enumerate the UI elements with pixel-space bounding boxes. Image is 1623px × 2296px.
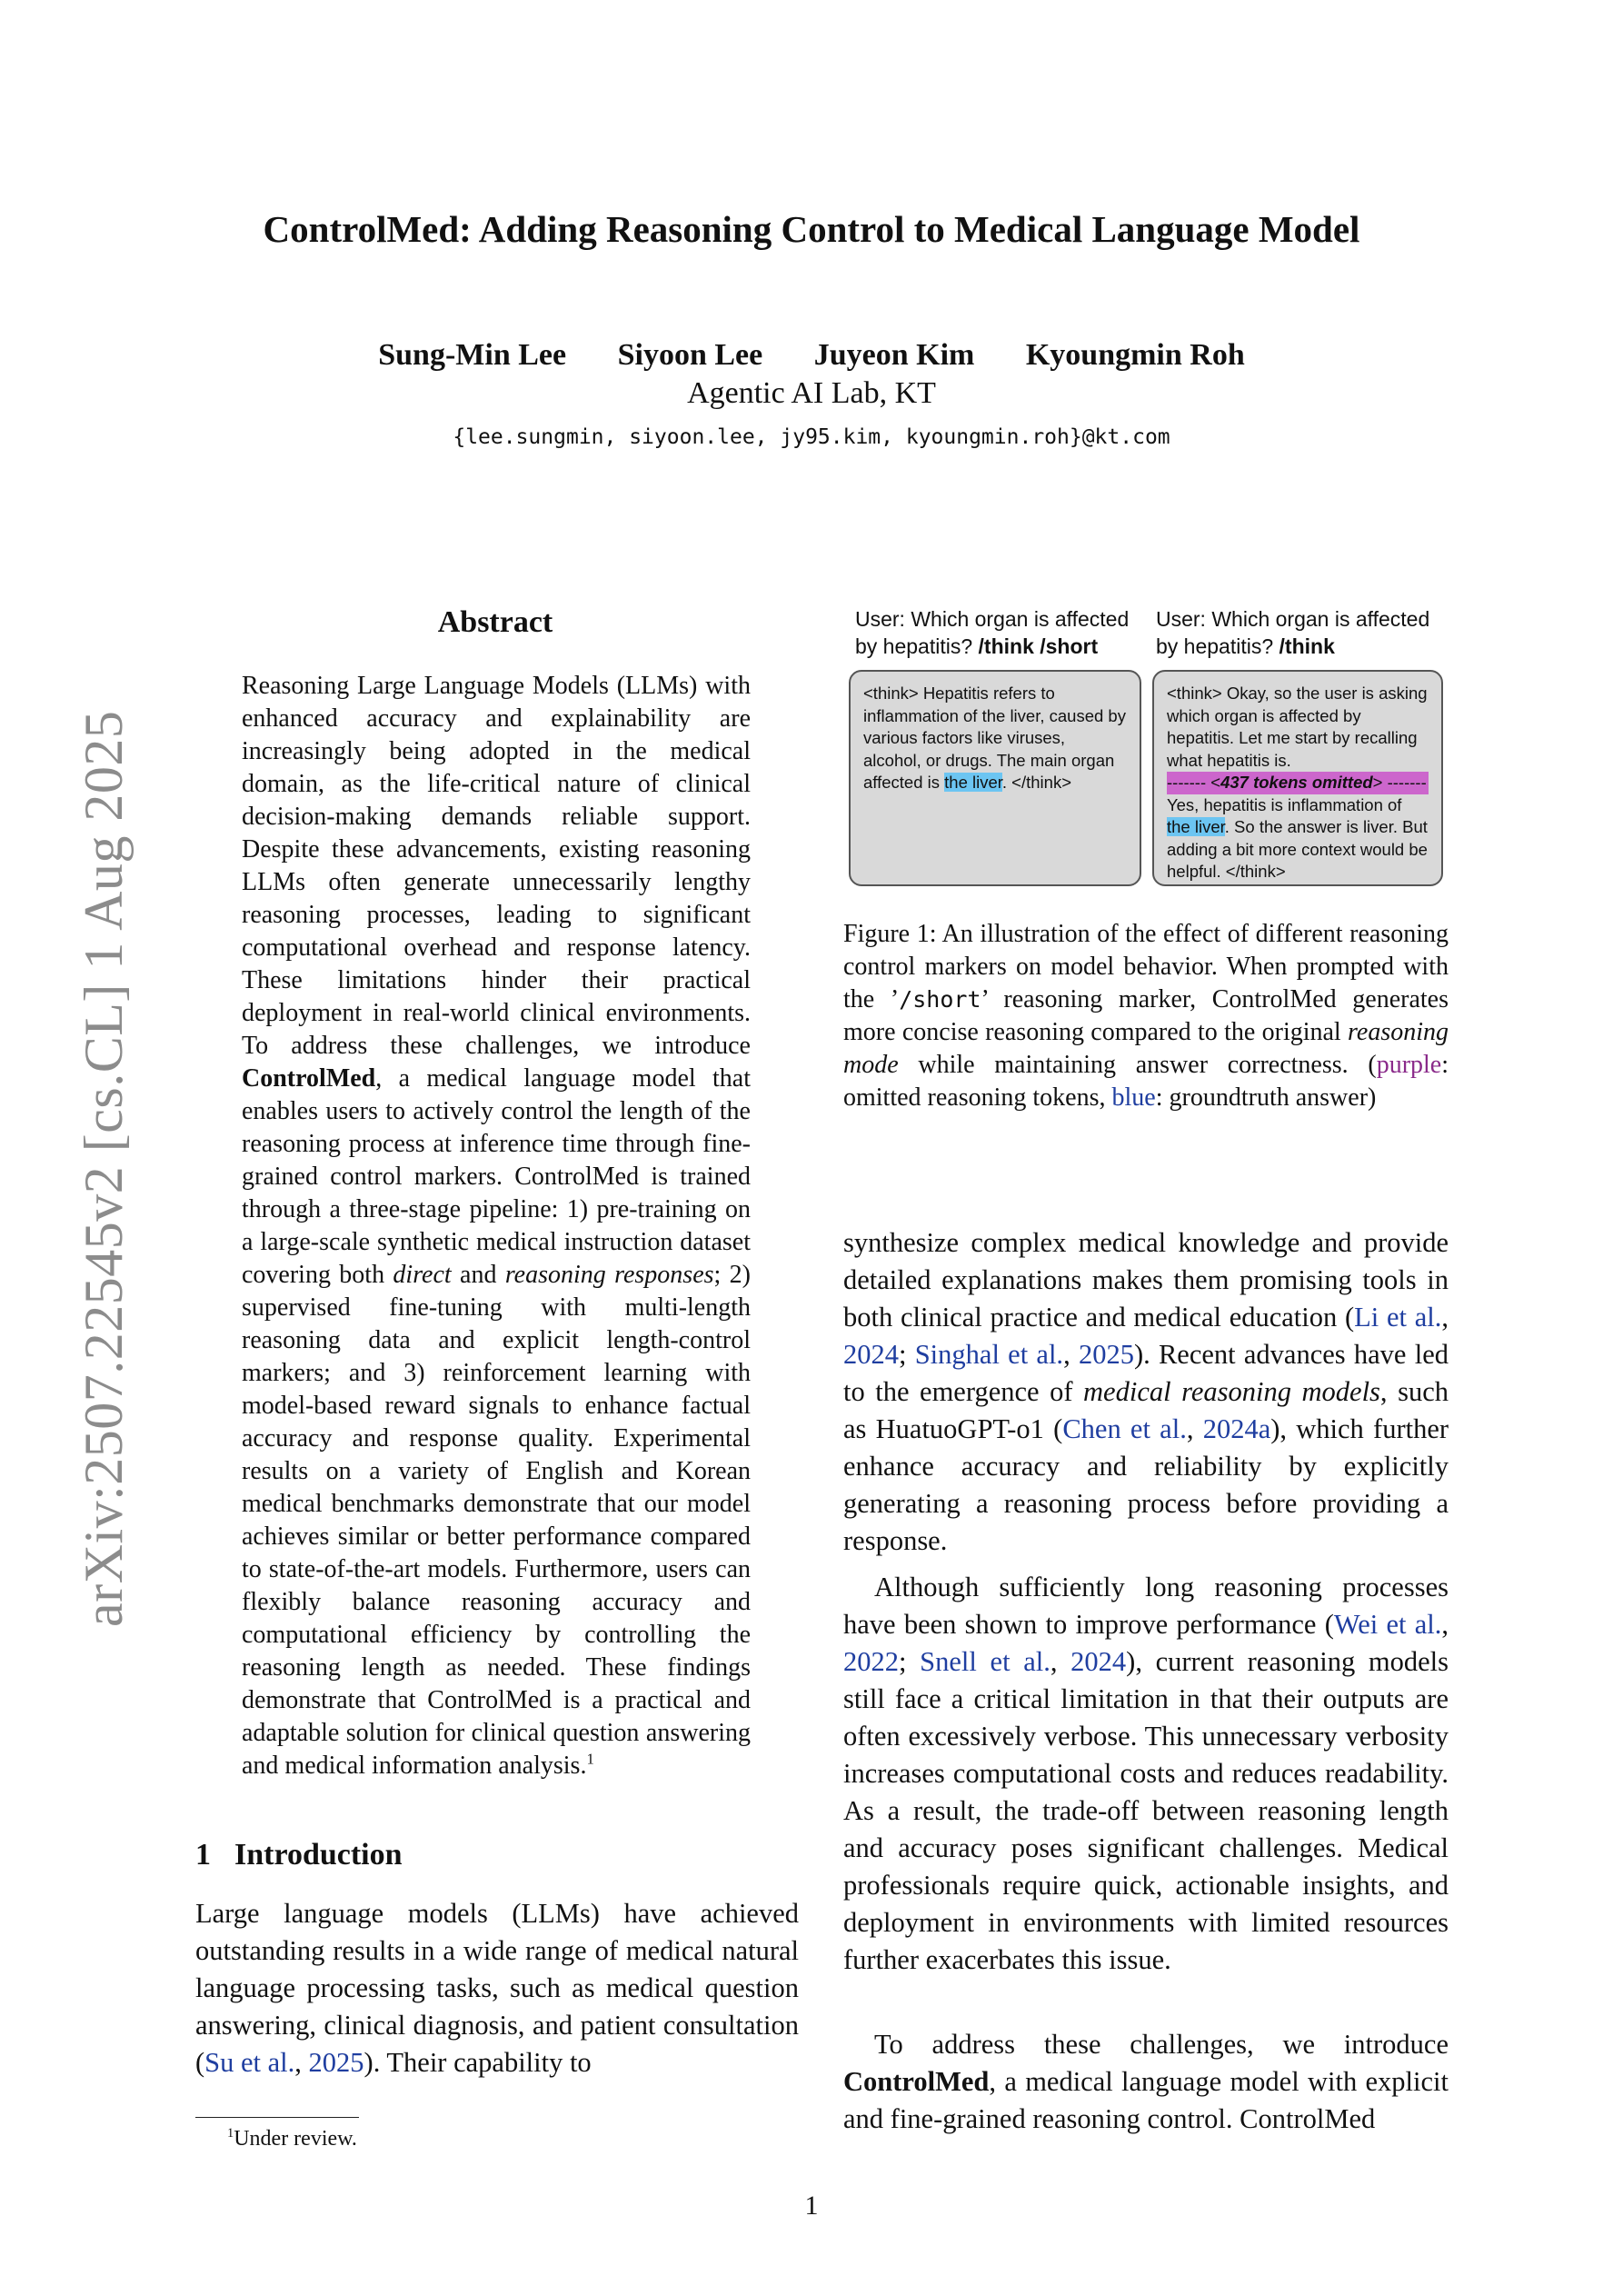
figure-response-box-think: <think> Okay, so the user is asking which organ is affected by hepatitis. Let me start by recalling what hepatitis is. ------- <437 tokens omitted> ------- Yes, hepatitis is inflammation of the liver. So the answer is liver. But adding a bit more context would be helpful. </think> [1152, 670, 1443, 886]
footnote-marker[interactable]: 1 [586, 1750, 594, 1768]
citation-link[interactable]: 2025 [308, 2047, 364, 2078]
page-number: 1 [804, 2191, 819, 2221]
citation-link[interactable]: 2022 [843, 1646, 899, 1677]
figure-prompt-think: User: Which organ is affected by hepatitis? /think [1156, 607, 1430, 658]
body-paragraph: To address these challenges, we introduce ControlMed, a medical language model with explicit and fine-grained reasoning control. ControlMed [843, 2029, 1449, 2134]
abstract-heading: Abstract [437, 605, 553, 639]
citation-link[interactable]: 2024 [843, 1339, 899, 1370]
author-name: Kyoungmin Roh [1025, 338, 1245, 372]
citation-link[interactable]: Snell et al. [920, 1646, 1050, 1677]
citation-link[interactable]: 2025 [1078, 1339, 1134, 1370]
abstract-body: Reasoning Large Language Models (LLMs) with enhanced accuracy and explainability are increasingly being adopted in the medical domain, as the life-critical nature of clinical decision-making demands reliable support. Despite these advancements, existing reasoning LLMs often generate unnecessarily lengthy reasoning processes, leading to significant computational overhead and response latency. These limitations hinder their practical deployment in real-world clinical environments. To address these challenges, we introduce ControlMed, a medical language model that enables users to actively control the length of the reasoning process at inference time through fine-grained control markers. ControlMed is trained through a three-stage pipeline: 1) pre-training on a large-scale synthetic medical instruction dataset covering both direct and reasoning responses; 2) supervised fine-tuning with multi-length reasoning data and explicit length-control markers; and 3) reinforcement learning with model-based reward signals to enhance factual accuracy and response quality. Experimental results on a variety of English and Korean medical benchmarks demonstrate that our model achieves similar or better performance compared to state-of-the-art models. Furthermore, users can flexibly balance reasoning accuracy and computational efficiency by controlling the reasoning length as needed. These findings demonstrate that ControlMed is a practical and adaptable solution for clinical question answering and medical information analysis.$^1$ [242, 672, 751, 1780]
citation-link[interactable]: Li et al. [1354, 1302, 1442, 1333]
footnote: $^1$Under review. [227, 2126, 357, 2151]
author-name: Siyoon Lee [617, 338, 763, 372]
omitted-tokens-highlight: ------- <437 tokens omitted> ------- [1167, 772, 1429, 794]
body-paragraph: synthesize complex medical knowledge and provide detailed explanations makes them promising tools in both clinical practice and medical education (Li et al., 2024; Singhal et al., 2025). Recent advances have led to the emergence of medical reasoning models, such as HuatuoGPT-o1 (Chen et al., 2024a), which further enhance accuracy and reliability by explicitly generating a reasoning process before providing a response. [843, 1227, 1449, 1556]
author-list [0, 338, 1623, 373]
citation-link[interactable]: 2024a [1202, 1413, 1271, 1444]
citation-link[interactable]: Chen et al. [1062, 1413, 1187, 1444]
footnote-divider [195, 2117, 359, 2118]
author-name: Juyeon Kim [813, 338, 975, 372]
citation-link[interactable]: 2024 [1070, 1646, 1127, 1677]
section-heading: 1 Introduction [195, 1838, 403, 1872]
paper-title: ControlMed: Adding Reasoning Control to Medical Language Model [263, 208, 1360, 250]
arxiv-side-stamp: arXiv:2507.22545v2 [cs.CL] 1 Aug 2025 [74, 710, 134, 1627]
body-paragraph: Although sufficiently long reasoning processes have been shown to improve performance (Wei et al., 2022; Snell et al., 2024), current reasoning models still face a critical limitation in that their outputs are often excessively verbose. This unnecessary verbosity increases computational costs and reduces readability. As a result, the trade-off between reasoning length and accuracy poses significant challenges. Medical professionals require quick, actionable insights, and deployment in environments with limited resources further exacerbates this issue. [843, 1572, 1449, 1975]
author-name: Sung-Min Lee [378, 338, 567, 372]
figure-response-box-short: <think> Hepatitis refers to inflammation of the liver, caused by various factors like viruses, alcohol, or drugs. The main organ affected is the liver. </think> [849, 670, 1141, 886]
answer-highlight: the liver [944, 773, 1002, 792]
figure-prompt-short: User: Which organ is affected by hepatitis? /think /short [855, 607, 1130, 658]
figure-caption: Figure 1: An illustration of the effect of different reasoning control markers on model behavior. When prompted with the ’/short’ reasoning marker, ControlMed generates more concise reasoning compared to the original reasoning mode while maintaining answer correctness. (purple: omitted reasoning tokens, blue: groundtruth answer) [843, 920, 1449, 1112]
citation-link[interactable]: Su et al. [204, 2047, 295, 2078]
citation-link[interactable]: Wei et al. [1333, 1609, 1442, 1640]
model-name: ControlMed [843, 2066, 990, 2097]
intro-paragraph: Large language models (LLMs) have achieved outstanding results in a wide range of medical natural language processing tasks, such as medical question answering, clinical diagnosis, and patient consultation (Su et al., 2025). Their capability to [195, 1898, 799, 2078]
affiliation: Agentic AI Lab, KT [687, 376, 936, 410]
model-name: ControlMed [242, 1064, 376, 1093]
author-emails: {lee.sungmin, siyoon.lee, jy95.kim, kyoungmin.roh}@kt.com [453, 425, 1170, 449]
citation-link[interactable]: Singhal et al. [914, 1339, 1064, 1370]
answer-highlight: the liver [1167, 817, 1225, 836]
